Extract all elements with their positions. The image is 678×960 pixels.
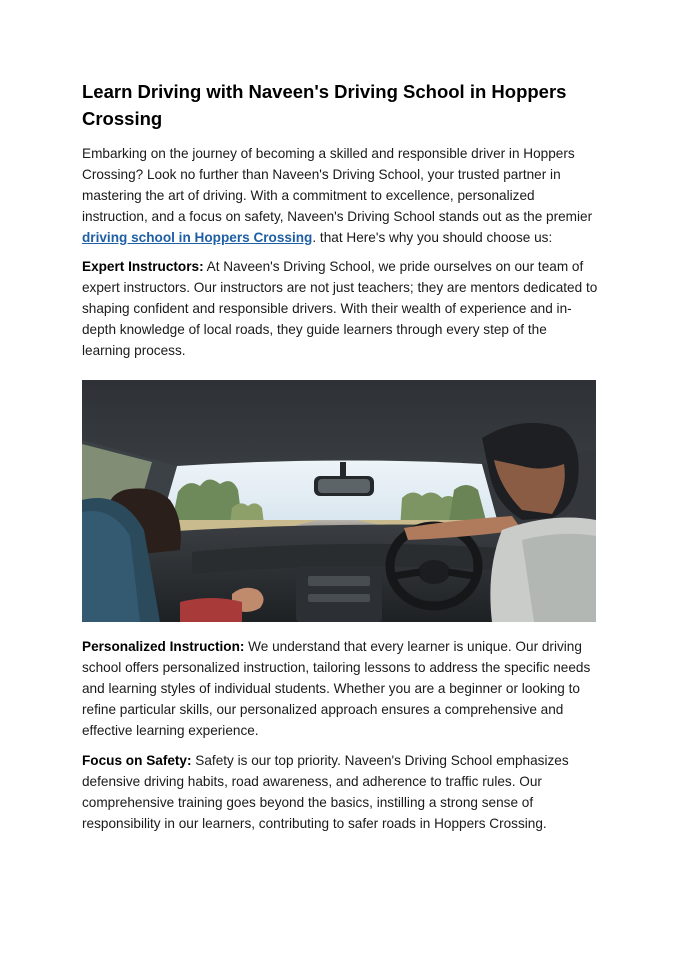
- section-body: We understand that every learner is unique. Our driving school offers personalized instruction, tailoring lessons to address the specific needs and learning styles of individual students. Whether you are a beginner or looking to refine particular skills, our personalized approach ensures a comprehensive and effective learning experience.: [82, 639, 591, 738]
- section-heading: Personalized Instruction:: [82, 639, 245, 654]
- car-interior-photo: [82, 380, 596, 622]
- section-personalized-instruction: [82, 636, 598, 741]
- section-focus-on-safety: [82, 750, 598, 834]
- section-body: At Naveen's Driving School, we pride ourselves on our team of expert instructors. Our instructors are not just teachers; they are mentors dedicated to shaping confident and responsible drivers. With their wealth of experience and in-depth knowledge of local roads, they guide learners through every step of the learning process.: [82, 259, 598, 358]
- page-title: Learn Driving with Naveen's Driving School in Hoppers Crossing: [82, 81, 567, 129]
- driving-school-link[interactable]: driving school in Hoppers Crossing: [82, 230, 313, 245]
- intro-text: Embarking on the journey of becoming a skilled and responsible driver in Hoppers Crossing? Look no further than Naveen's Driving School, your trusted partner in mastering the art of driving. With a commitment to excellence, personalized instruction, and a focus on safety, Naveen's Driving School stands out as the premier: [82, 146, 593, 224]
- section-body: Safety is our top priority. Naveen's Driving School emphasizes defensive driving habits, road awareness, and adherence to traffic rules. Our comprehensive training goes beyond the basics, instilling a strong sense of responsibility in our learners, contributing to safer roads in Hoppers Crossing.: [82, 753, 569, 831]
- intro-paragraph: [82, 143, 598, 248]
- section-expert-instructors: [82, 256, 598, 361]
- document-page: [82, 78, 598, 843]
- section-heading: Expert Instructors:: [82, 259, 204, 274]
- section-heading: Focus on Safety:: [82, 753, 192, 768]
- intro-text-end: . that Here's why you should choose us:: [312, 230, 553, 245]
